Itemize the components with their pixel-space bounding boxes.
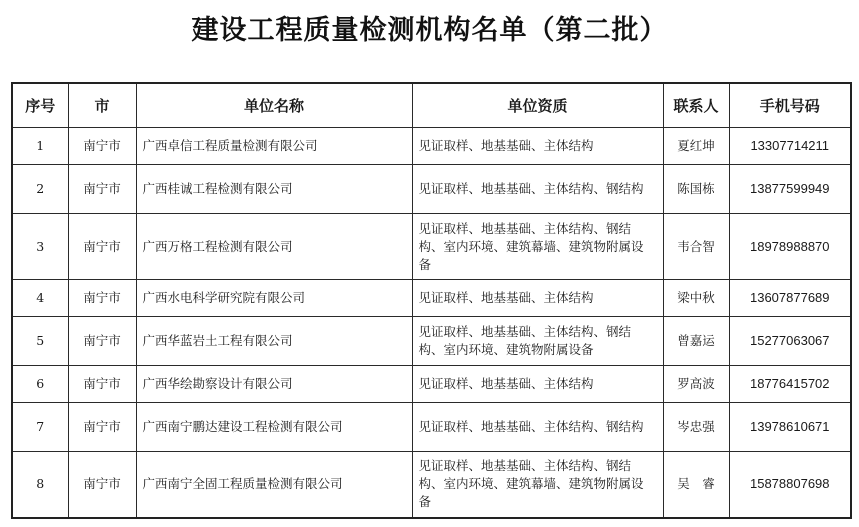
cell-unit-name: 广西万格工程检测有限公司 <box>136 214 412 280</box>
cell-phone: 15277063067 <box>729 317 851 366</box>
cell-no: 5 <box>12 317 68 366</box>
cell-unit-name: 广西水电科学研究院有限公司 <box>136 280 412 317</box>
cell-qualification: 见证取样、地基基础、主体结构、钢结构 <box>412 403 663 452</box>
cell-qualification: 见证取样、地基基础、主体结构 <box>412 280 663 317</box>
cell-contact: 夏红坤 <box>663 128 729 165</box>
cell-qualification: 见证取样、地基基础、主体结构、钢结构、室内环境、建筑幕墙、建筑物附属设备 <box>412 452 663 518</box>
cell-unit-name: 广西华绘勘察设计有限公司 <box>136 366 412 403</box>
cell-phone: 18776415702 <box>729 366 851 403</box>
table-row <box>12 317 851 366</box>
cell-contact: 吴 睿 <box>663 452 729 518</box>
cell-qualification: 见证取样、地基基础、主体结构、钢结构、室内环境、建筑幕墙、建筑物附属设备 <box>412 214 663 280</box>
cell-city: 南宁市 <box>68 366 136 403</box>
cell-city: 南宁市 <box>68 165 136 214</box>
header-no: 序号 <box>12 83 68 128</box>
cell-contact: 陈国栋 <box>663 165 729 214</box>
table-header-row <box>12 83 851 128</box>
header-phone: 手机号码 <box>729 83 851 128</box>
table-row <box>12 403 851 452</box>
header-unit-name: 单位名称 <box>136 83 412 128</box>
cell-no: 2 <box>12 165 68 214</box>
cell-city: 南宁市 <box>68 317 136 366</box>
agency-table <box>11 82 852 519</box>
cell-city: 南宁市 <box>68 128 136 165</box>
cell-phone: 18978988870 <box>729 214 851 280</box>
table-row <box>12 280 851 317</box>
cell-city: 南宁市 <box>68 280 136 317</box>
cell-phone: 13607877689 <box>729 280 851 317</box>
cell-unit-name: 广西卓信工程质量检测有限公司 <box>136 128 412 165</box>
cell-unit-name: 广西桂诚工程检测有限公司 <box>136 165 412 214</box>
cell-contact: 韦合智 <box>663 214 729 280</box>
header-contact: 联系人 <box>663 83 729 128</box>
cell-no: 8 <box>12 452 68 518</box>
table-row <box>12 165 851 214</box>
cell-qualification: 见证取样、地基基础、主体结构 <box>412 366 663 403</box>
cell-no: 7 <box>12 403 68 452</box>
cell-city: 南宁市 <box>68 214 136 280</box>
table-row <box>12 366 851 403</box>
table-row <box>12 452 851 518</box>
cell-no: 6 <box>12 366 68 403</box>
cell-unit-name: 广西南宁鹏达建设工程检测有限公司 <box>136 403 412 452</box>
cell-qualification: 见证取样、地基基础、主体结构、钢结构、室内环境、建筑物附属设备 <box>412 317 663 366</box>
cell-qualification: 见证取样、地基基础、主体结构 <box>412 128 663 165</box>
cell-phone: 13877599949 <box>729 165 851 214</box>
cell-no: 3 <box>12 214 68 280</box>
cell-phone: 15878807698 <box>729 452 851 518</box>
cell-phone: 13978610671 <box>729 403 851 452</box>
cell-no: 1 <box>12 128 68 165</box>
cell-contact: 罗高波 <box>663 366 729 403</box>
cell-qualification: 见证取样、地基基础、主体结构、钢结构 <box>412 165 663 214</box>
table-row <box>12 128 851 165</box>
cell-contact: 曾嘉运 <box>663 317 729 366</box>
cell-city: 南宁市 <box>68 452 136 518</box>
cell-unit-name: 广西华蓝岩土工程有限公司 <box>136 317 412 366</box>
cell-no: 4 <box>12 280 68 317</box>
table-row <box>12 214 851 280</box>
cell-phone: 13307714211 <box>729 128 851 165</box>
header-city: 市 <box>68 83 136 128</box>
cell-contact: 梁中秋 <box>663 280 729 317</box>
cell-unit-name: 广西南宁全固工程质量检测有限公司 <box>136 452 412 518</box>
cell-contact: 岑忠强 <box>663 403 729 452</box>
header-qualification: 单位资质 <box>412 83 663 128</box>
cell-city: 南宁市 <box>68 403 136 452</box>
document-title: 建设工程质量检测机构名单（第二批） <box>191 15 668 46</box>
